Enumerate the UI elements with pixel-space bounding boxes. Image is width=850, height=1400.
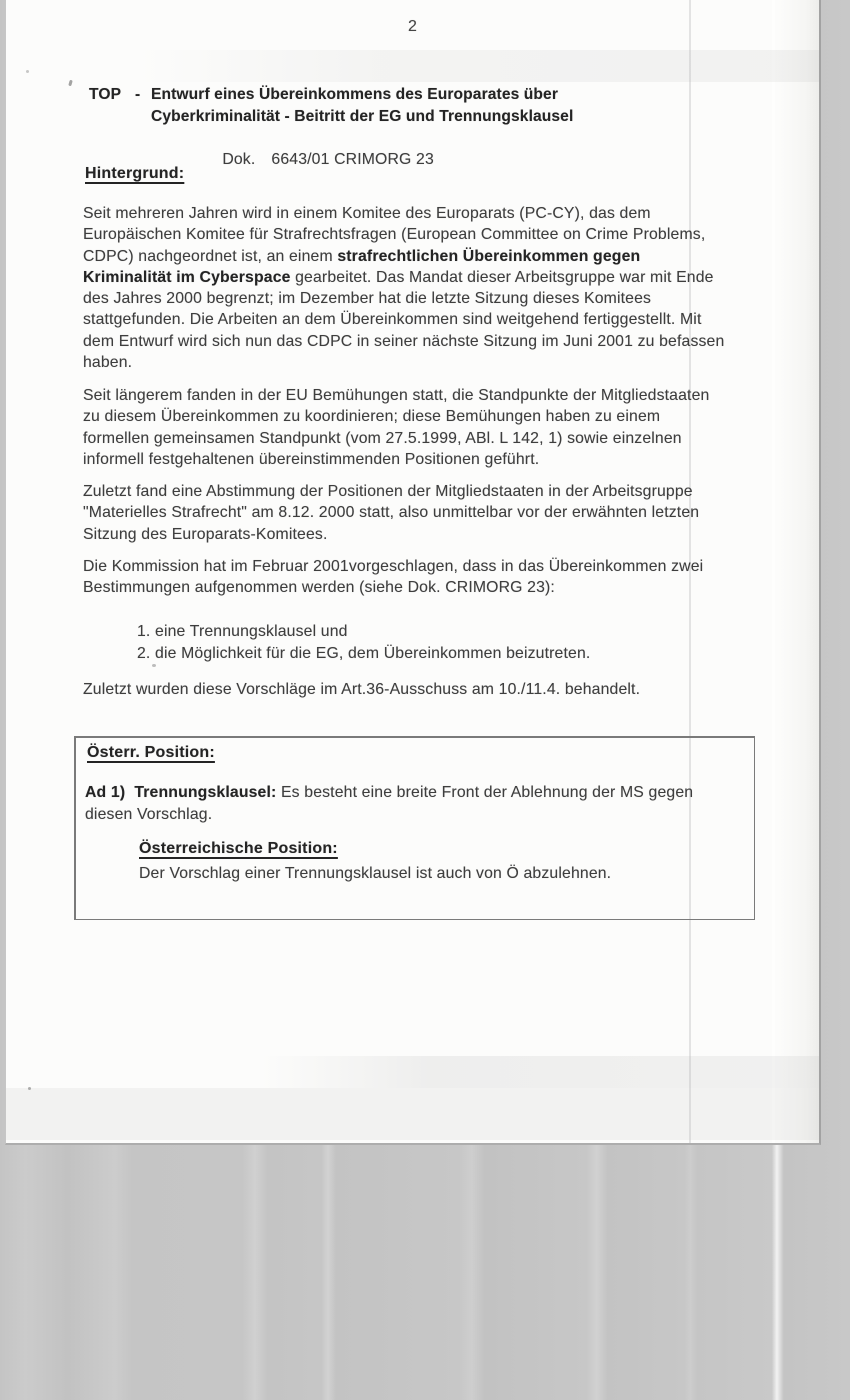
position-box-sub-text: Der Vorschlag einer Trennungsklausel ist auch von Ö abzulehnen. <box>139 865 612 882</box>
page-number: 2 <box>408 18 418 35</box>
document-page <box>5 0 821 1145</box>
paragraph-1: Seit mehreren Jahren wird in einem Komitee des Europarats (PC-CY), das dem Europäischen Komitee für Strafrechtsfragen (European Committee on Crime Problems, CDPC) nachgeordnet ist, an einem strafrechtlichen Übereinkommen gegen Kriminalität im Cyberspace gearbeitet. Das Mandat dieser Arbeitsgruppe war mit Ende des Jahres 2000 begrenzt; im Dezember hat die letzte Sitzung dieses Komitees stattgefunden. Die Arbeiten an dem Übereinkommen sind weitgehend fertiggestellt. Mit dem Entwurf wird sich nun das CDPC in seiner nächste Sitzung im Juni 2001 zu befassen haben. <box>83 205 725 372</box>
position-box-sub-heading: Österreichische Position: <box>139 840 338 857</box>
austrian-position-box <box>74 736 755 920</box>
top-agenda-label: TOP <box>89 86 122 103</box>
paragraph-4: Die Kommission hat im Februar 2001vorgeschlagen, dass in das Übereinkommen zwei Bestimmungen aufgenommen werden (siehe Dok. CRIMORG 23): <box>83 558 704 597</box>
numbered-list: 1. eine Trennungsklausel und 2. die Möglichkeit für die EG, dem Übereinkommen beizutreten. <box>137 623 591 662</box>
section-heading-hintergrund: Hintergrund: <box>85 165 185 182</box>
paragraph-3: Zuletzt fand eine Abstimmung der Positionen der Mitgliedstaaten in der Arbeitsgruppe "Materielles Strafrecht" am 8.12. 2000 statt, also unmittelbar vor der erwähnten letzten Sitzung des Europarats-Komitees. <box>83 483 700 543</box>
doc-reference <box>186 128 434 192</box>
position-box-heading: Österr. Position: <box>87 744 215 761</box>
top-agenda-dash: - <box>135 86 141 103</box>
top-agenda-title: Entwurf eines Übereinkommens des Europarates über Cyberkriminalität - Beitritt der EG und Trennungsklausel <box>151 86 574 126</box>
paragraph-5: Zuletzt wurden diese Vorschläge im Art.36-Ausschuss am 10./11.4. behandelt. <box>83 681 641 698</box>
doc-reference-label: Dok. <box>222 151 256 169</box>
doc-reference-value: 6643/01 CRIMORG 23 <box>271 151 434 169</box>
paragraph-2: Seit längerem fanden in der EU Bemühungen statt, die Standpunkte der Mitgliedstaaten zu diesem Übereinkommen zu koordinieren; diese Bemühungen haben zu einem formellen gemeinsamen Standpunkt (vom 27.5.1999, ABl. L 142, 1) sowie einzelnen informell festgehaltenen übereinstimmenden Positionen geführt. <box>83 387 710 468</box>
position-box-ad1-paragraph: Ad 1) Trennungsklausel: Es besteht eine breite Front der Ablehnung der MS gegen diesen Vorschlag. <box>85 784 694 823</box>
